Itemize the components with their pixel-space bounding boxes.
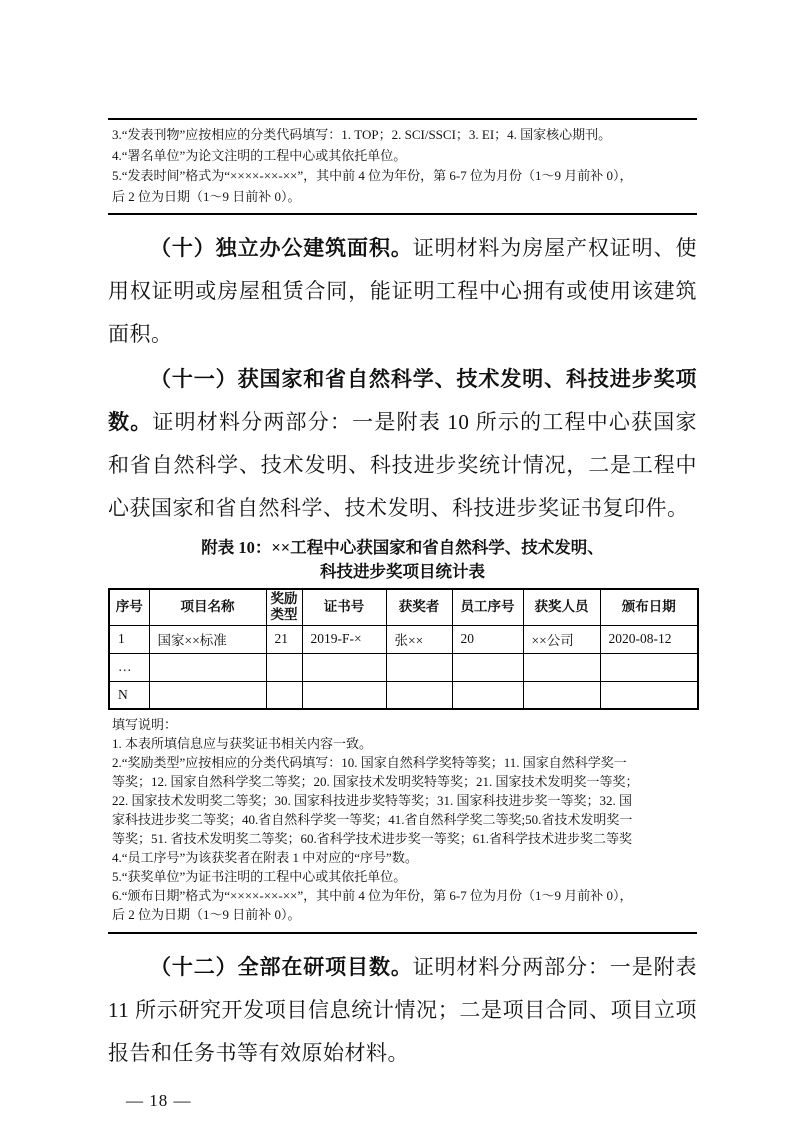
note-line: 5.“发表时间”格式为“××××-××-××”，其中前 4 位为年份，第 6-7 位为月份（1～9 月前补 0）， bbox=[112, 168, 633, 183]
fill-note-line: 22. 国家技术发明奖二等奖；30. 国家科技进步奖特等奖；31. 国家科技进步奖一等奖；32. 国 bbox=[112, 793, 633, 808]
fill-note-line: 6.“颁布日期”格式为“××××-××-××”，其中前 4 位为年份，第 6-7 位为月份（1～9 月前补 0）， bbox=[112, 888, 633, 903]
table-cell bbox=[266, 681, 302, 709]
fill-note-line: 2.“奖励类型”应按相应的分类代码填写：10. 国家自然科学奖特等奖；11. 国家自然科学奖一 bbox=[112, 755, 627, 770]
table-cell bbox=[266, 653, 302, 681]
note-line: 后 2 位为日期（1～9 日前补 0）。 bbox=[112, 188, 301, 204]
section-para-12 bbox=[108, 946, 697, 1075]
table-cell bbox=[452, 653, 523, 681]
table-cell bbox=[600, 681, 698, 709]
fill-note-line: 1. 本表所填信息应与获奖证书相关内容一致。 bbox=[112, 736, 373, 751]
table-cell: 2019-F-× bbox=[302, 625, 386, 653]
table-cell bbox=[600, 653, 698, 681]
table-cell bbox=[386, 653, 452, 681]
fill-note-line: 后 2 位为日期（1～9 日前补 0）。 bbox=[112, 907, 301, 922]
page-content bbox=[108, 118, 697, 1111]
header-cell-project: 项目名称 bbox=[149, 589, 266, 625]
table-cell: ××公司 bbox=[523, 625, 600, 653]
table10-title-line2: 科技进步奖项目统计表 bbox=[320, 562, 485, 581]
table-row bbox=[109, 681, 698, 709]
header-cell-issue-date: 颁布日期 bbox=[600, 589, 698, 625]
table-cell bbox=[302, 681, 386, 709]
table-cell: 1 bbox=[109, 625, 149, 653]
fill-instructions-box bbox=[108, 710, 697, 934]
section-heading-11: （十一）获国家和省自然科学、技术发明、科技进步奖项数。 bbox=[108, 367, 697, 434]
fill-instructions-title: 填写说明： bbox=[112, 717, 178, 732]
header-cell-seq: 序号 bbox=[109, 589, 149, 625]
table-row bbox=[109, 653, 698, 681]
table-cell: N bbox=[109, 681, 149, 709]
page-number: — 18 — bbox=[126, 1091, 192, 1110]
table-cell: 国家××标准 bbox=[149, 625, 266, 653]
table-cell: 2020-08-12 bbox=[600, 625, 698, 653]
section-heading-12: （十二）全部在研项目数。 bbox=[150, 955, 413, 979]
table-cell: … bbox=[109, 653, 149, 681]
note-line: 3.“发表刊物”应按相应的分类代码填写：1. TOP；2. SCI/SSCI；3. EI；4. 国家核心期刊。 bbox=[112, 127, 612, 142]
table-cell bbox=[452, 681, 523, 709]
fill-note-line: 等奖；51. 省技术发明奖二等奖；60.省科学技术进步奖一等奖；61.省科学技术进步奖二等奖 bbox=[112, 831, 633, 846]
table-cell bbox=[149, 653, 266, 681]
header-cell-award-personnel: 获奖人员 bbox=[523, 589, 600, 625]
section-para-11 bbox=[108, 358, 697, 530]
section-heading-10: （十）独立办公建筑面积。 bbox=[150, 236, 413, 260]
table-cell bbox=[149, 681, 266, 709]
header-cell-cert-no: 证书号 bbox=[302, 589, 386, 625]
header-cell-winner: 获奖者 bbox=[386, 589, 452, 625]
table-cell: 20 bbox=[452, 625, 523, 653]
section-para-10 bbox=[108, 227, 697, 356]
table-cell bbox=[523, 681, 600, 709]
previous-table-notes-box bbox=[108, 118, 697, 215]
section-body-10: 证明材料为房屋产权证明、使用权证明或房屋租赁合同，能证明工程中心拥有或使用该建筑面积。 bbox=[108, 236, 697, 346]
table10-title-line1: 附表 10：××工程中心获国家和省自然科学、技术发明、 bbox=[201, 538, 604, 557]
fill-note-line: 5.“获奖单位”为证书注明的工程中心或其依托单位。 bbox=[112, 869, 407, 884]
header-cell-award-type: 奖励类型 bbox=[266, 589, 302, 625]
table-cell bbox=[302, 653, 386, 681]
table-row bbox=[109, 625, 698, 653]
table-cell: 张×× bbox=[386, 625, 452, 653]
fill-note-line: 家科技进步奖二等奖；40.省自然科学奖一等奖；41.省自然科学奖二等奖;50.省技术发明奖一 bbox=[112, 812, 633, 827]
header-cell-employee-no: 员工序号 bbox=[452, 589, 523, 625]
table-cell: 21 bbox=[266, 625, 302, 653]
section-body-12: 证明材料分两部分：一是附表 11 所示研究开发项目信息统计情况；二是项目合同、项目立项报告和任务书等有效原始材料。 bbox=[108, 955, 697, 1065]
table-cell bbox=[523, 653, 600, 681]
fill-note-line: 等奖；12. 国家自然科学奖二等奖；20. 国家技术发明奖特等奖；21. 国家技术发明奖一等奖； bbox=[112, 774, 639, 789]
note-line: 4.“署名单位”为论文注明的工程中心或其依托单位。 bbox=[112, 147, 407, 163]
table-cell bbox=[386, 681, 452, 709]
fill-note-line: 4.“员工序号”为该获奖者在附表 1 中对应的“序号”数。 bbox=[112, 850, 418, 865]
table10-title bbox=[108, 536, 697, 584]
awards-statistics-table bbox=[108, 588, 699, 710]
table-header-row bbox=[109, 589, 698, 625]
section-body-11: 证明材料分两部分：一是附表 10 所示的工程中心获国家和省自然科学、技术发明、科技进步奖统计情况，二是工程中心获国家和省自然科学、技术发明、科技进步奖证书复印件。 bbox=[108, 410, 698, 520]
